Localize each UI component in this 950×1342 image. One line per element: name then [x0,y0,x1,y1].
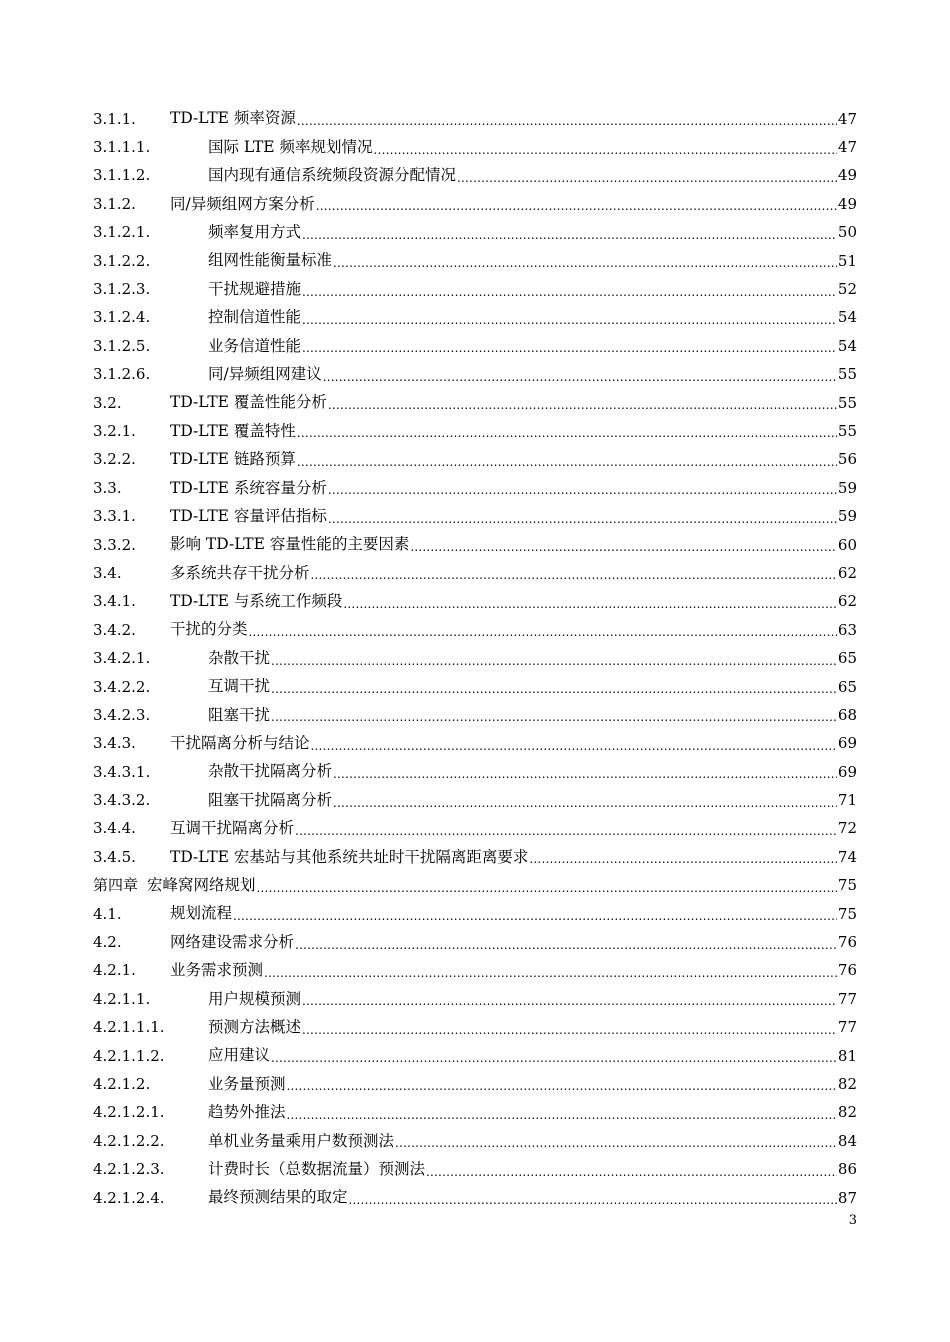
toc-entry-page: 68 [837,705,857,724]
toc-entry-title: 应用建议 [208,1046,271,1065]
toc-entry[interactable] [93,275,857,303]
toc-entry-number: 3.4.3. [93,734,136,753]
toc-dot-leader [395,1135,837,1151]
toc-entry-page: 86 [837,1160,857,1179]
toc-entry-number: 4.2.1.1.1. [93,1018,165,1037]
toc-dot-leader [297,113,837,129]
toc-entry-number: 3.4.4. [93,819,136,838]
toc-entry-number: 3.3.2. [93,535,136,554]
toc-entry[interactable] [93,900,857,928]
toc-dot-leader [333,255,837,271]
toc-entry-page: 82 [837,1103,857,1122]
toc-dot-leader [271,653,837,669]
toc-entry[interactable] [93,928,857,956]
toc-dot-leader [271,709,837,725]
toc-entry-title: 杂散干扰 [208,648,271,667]
toc-entry[interactable] [93,1070,857,1098]
toc-entry-number: 3.1.2. [93,194,136,213]
toc-entry[interactable] [93,304,857,332]
table-of-contents [93,105,857,1212]
toc-entry[interactable] [93,1014,857,1042]
toc-entry-number: 4.1. [93,904,122,923]
toc-entry[interactable] [93,133,857,161]
toc-entry-number: 3.1.2.1. [93,223,151,242]
toc-entry[interactable] [93,1127,857,1155]
toc-entry-title: 业务量预测 [208,1074,286,1093]
toc-entry-page: 71 [837,791,857,810]
toc-entry-title: 频率复用方式 [208,223,302,241]
toc-entry[interactable] [93,361,857,389]
page-number: 3 [848,1213,857,1228]
toc-dot-leader [311,738,837,754]
toc-entry[interactable] [93,502,857,530]
toc-dot-leader [529,851,837,867]
toc-entry-title: 杂散干扰隔离分析 [208,762,333,781]
toc-entry-title: 阻塞干扰 [208,705,271,724]
toc-entry-title: 最终预测结果的取定 [208,1188,348,1207]
toc-entry-number: 4.2.1. [93,961,136,980]
toc-entry-page: 69 [837,762,857,781]
toc-dot-leader [302,993,837,1009]
toc-entry-number: 3.3. [93,478,122,497]
toc-dot-leader [264,965,837,981]
toc-entry-title: 宏峰窝网络规划 [147,875,256,894]
toc-entry-page: 81 [837,1046,857,1065]
toc-dot-leader [311,567,837,583]
toc-dot-leader [302,1022,837,1038]
toc-entry-number: 3.2.1. [93,421,136,440]
toc-dot-leader [333,795,837,811]
toc-dot-leader [297,425,837,441]
toc-entry-title: 业务信道性能 [208,336,302,355]
toc-entry-number: 4.2.1.2.3. [93,1160,165,1179]
toc-entry-page: 84 [837,1131,857,1150]
toc-dot-leader [302,284,837,300]
toc-entry-title: 同/异频组网方案分析 [170,194,315,213]
toc-entry[interactable] [93,644,857,672]
toc-entry-page: 47 [837,109,857,128]
toc-entry[interactable] [93,1155,857,1183]
toc-entry[interactable] [93,758,857,786]
toc-entry-title: 用户规模预测 [208,989,302,1008]
toc-entry-title: 干扰规避措施 [208,279,302,298]
toc-entry-page: 54 [837,308,857,327]
toc-dot-leader [287,1107,837,1123]
toc-entry-title: 互调干扰隔离分析 [170,819,295,838]
toc-entry-page: 62 [837,563,857,582]
toc-entry-page: 54 [837,336,857,355]
toc-dot-leader [374,142,837,158]
toc-entry-number: 3.1.2.2. [93,251,151,270]
toc-entry-number: 4.2.1.1.2. [93,1046,165,1065]
toc-entry-number: 第四章 [93,876,139,895]
toc-entry-title: TD-LTE 与系统工作频段 [170,592,343,611]
toc-entry[interactable] [93,673,857,701]
toc-dot-leader [316,198,837,214]
toc-entry-page: 76 [837,933,857,952]
toc-entry-page: 87 [837,1188,857,1207]
toc-entry-number: 3.1.2.5. [93,336,151,355]
toc-entry[interactable] [93,616,857,644]
toc-entry-page: 47 [837,138,857,157]
toc-entry-title: TD-LTE 覆盖特性 [170,421,296,440]
toc-entry-title: 业务需求预测 [170,961,264,980]
toc-dot-leader [257,880,837,896]
toc-entry-page: 74 [837,847,857,866]
toc-dot-leader [349,1192,837,1208]
toc-dot-leader [302,227,837,243]
toc-entry-title: 计费时长（总数据流量）预测法 [208,1159,426,1178]
toc-entry[interactable] [93,474,857,502]
toc-entry-title: 单机业务量乘用户数预测法 [208,1131,395,1150]
toc-dot-leader [426,1164,837,1180]
toc-entry-page: 59 [837,478,857,497]
toc-dot-leader [271,1050,837,1066]
toc-entry-number: 3.1.1.2. [93,166,151,185]
toc-entry[interactable] [93,531,857,559]
toc-entry-title: 干扰的分类 [170,620,248,639]
toc-entry-number: 3.4.2.2. [93,677,151,696]
toc-entry-title: TD-LTE 频率资源 [170,109,296,128]
toc-dot-leader [328,511,837,527]
toc-entry-page: 55 [837,393,857,412]
toc-entry[interactable] [93,105,857,133]
toc-entry-title: 国内现有通信系统频段资源分配情况 [208,166,457,185]
toc-entry-number: 4.2.1.1. [93,989,151,1008]
toc-entry[interactable] [93,1042,857,1070]
toc-dot-leader [328,397,837,413]
toc-entry[interactable] [93,559,857,587]
toc-entry-number: 4.2. [93,933,122,952]
toc-entry-number: 3.4.3.2. [93,791,151,810]
toc-dot-leader [457,170,837,186]
toc-entry[interactable] [93,162,857,190]
toc-entry-page: 60 [837,535,857,554]
toc-entry-number: 3.4.1. [93,592,136,611]
toc-dot-leader [249,624,837,640]
toc-dot-leader [295,937,837,953]
toc-entry-number: 3.4.2.1. [93,649,151,668]
toc-entry-page: 75 [837,876,857,895]
toc-dot-leader [287,1078,837,1094]
toc-entry[interactable] [93,730,857,758]
toc-entry-number: 4.2.1.2.4. [93,1188,165,1207]
toc-entry-title: 规划流程 [170,904,233,923]
toc-entry[interactable] [93,247,857,275]
toc-dot-leader [302,340,837,356]
toc-entry-page: 50 [837,223,857,242]
toc-entry-page: 65 [837,649,857,668]
toc-entry-number: 4.2.1.2.1. [93,1103,165,1122]
toc-entry-number: 3.1.1.1. [93,138,151,157]
toc-entry-page: 82 [837,1074,857,1093]
toc-entry-page: 75 [837,904,857,923]
toc-entry-page: 55 [837,421,857,440]
toc-entry-number: 3.1.2.4. [93,308,151,327]
toc-entry-number: 4.2.1.2. [93,1074,151,1093]
toc-entry[interactable] [93,219,857,247]
toc-entry-title: 同/异频组网建议 [208,364,322,383]
toc-dot-leader [328,482,837,498]
toc-entry-title: 预测方法概述 [208,1017,302,1036]
toc-entry-page: 52 [837,280,857,299]
toc-entry-title: 趋势外推法 [208,1103,286,1122]
toc-entry[interactable] [93,389,857,417]
toc-dot-leader [323,369,837,385]
toc-entry-title: 国际 LTE 频率规划情况 [208,137,373,156]
toc-dot-leader [233,908,837,924]
toc-entry-number: 3.1.1. [93,109,136,128]
toc-entry[interactable] [93,332,857,360]
toc-entry[interactable] [93,786,857,814]
toc-dot-leader [343,596,837,612]
toc-entry-title: TD-LTE 系统容量分析 [170,478,327,497]
toc-dot-leader [333,766,837,782]
toc-entry-title: 组网性能衡量标准 [208,251,333,270]
toc-entry-number: 4.2.1.2.2. [93,1131,165,1150]
toc-entry[interactable] [93,588,857,616]
toc-entry[interactable] [93,417,857,445]
toc-entry-number: 3.1.2.3. [93,280,151,299]
toc-entry[interactable] [93,1099,857,1127]
toc-entry-page: 51 [837,251,857,270]
toc-entry[interactable] [93,985,857,1013]
toc-entry-page: 62 [837,592,857,611]
toc-entry-title: 网络建设需求分析 [170,932,295,951]
toc-dot-leader [297,454,837,470]
toc-entry-title: 互调干扰 [208,677,271,696]
toc-entry-number: 3.4.2.3. [93,705,151,724]
toc-entry-number: 3.1.2.6. [93,365,151,384]
toc-entry-title: 阻塞干扰隔离分析 [208,790,333,809]
toc-entry-number: 3.4.3.1. [93,762,151,781]
toc-entry-page: 49 [837,166,857,185]
toc-entry[interactable] [93,190,857,218]
toc-entry-number: 3.2. [93,393,122,412]
toc-entry-page: 55 [837,365,857,384]
toc-entry-title: 控制信道性能 [208,308,302,327]
toc-entry-page: 65 [837,677,857,696]
toc-entry-page: 76 [837,961,857,980]
toc-entry-title: 影响 TD-LTE 容量性能的主要因素 [170,535,410,554]
toc-entry[interactable] [93,815,857,843]
toc-entry[interactable] [93,701,857,729]
toc-entry[interactable] [93,446,857,474]
toc-entry[interactable] [93,1184,857,1212]
toc-entry-page: 63 [837,620,857,639]
toc-entry-title: TD-LTE 宏基站与其他系统共址时干扰隔离距离要求 [170,847,529,866]
toc-entry-title: 多系统共存干扰分析 [170,563,310,582]
toc-entry-title: TD-LTE 覆盖性能分析 [170,393,327,412]
toc-entry-page: 49 [837,194,857,213]
toc-entry-number: 3.4.5. [93,847,136,866]
toc-entry-number: 3.4. [93,563,122,582]
toc-entry-page: 59 [837,507,857,526]
toc-entry-page: 56 [837,450,857,469]
toc-entry-page: 72 [837,819,857,838]
toc-entry-number: 3.4.2. [93,620,136,639]
toc-entry-title: 干扰隔离分析与结论 [170,734,310,753]
toc-dot-leader [295,823,837,839]
toc-dot-leader [410,539,837,555]
toc-entry-title: TD-LTE 链路预算 [170,450,296,469]
toc-entry-title: TD-LTE 容量评估指标 [170,506,327,525]
toc-entry[interactable] [93,957,857,985]
toc-entry[interactable] [93,843,857,871]
toc-entry-page: 77 [837,989,857,1008]
toc-dot-leader [271,681,837,697]
toc-entry-page: 69 [837,734,857,753]
toc-dot-leader [302,312,837,328]
toc-entry-number: 3.3.1. [93,507,136,526]
toc-entry[interactable] [93,872,857,900]
toc-entry-number: 3.2.2. [93,450,136,469]
toc-entry-page: 77 [837,1018,857,1037]
